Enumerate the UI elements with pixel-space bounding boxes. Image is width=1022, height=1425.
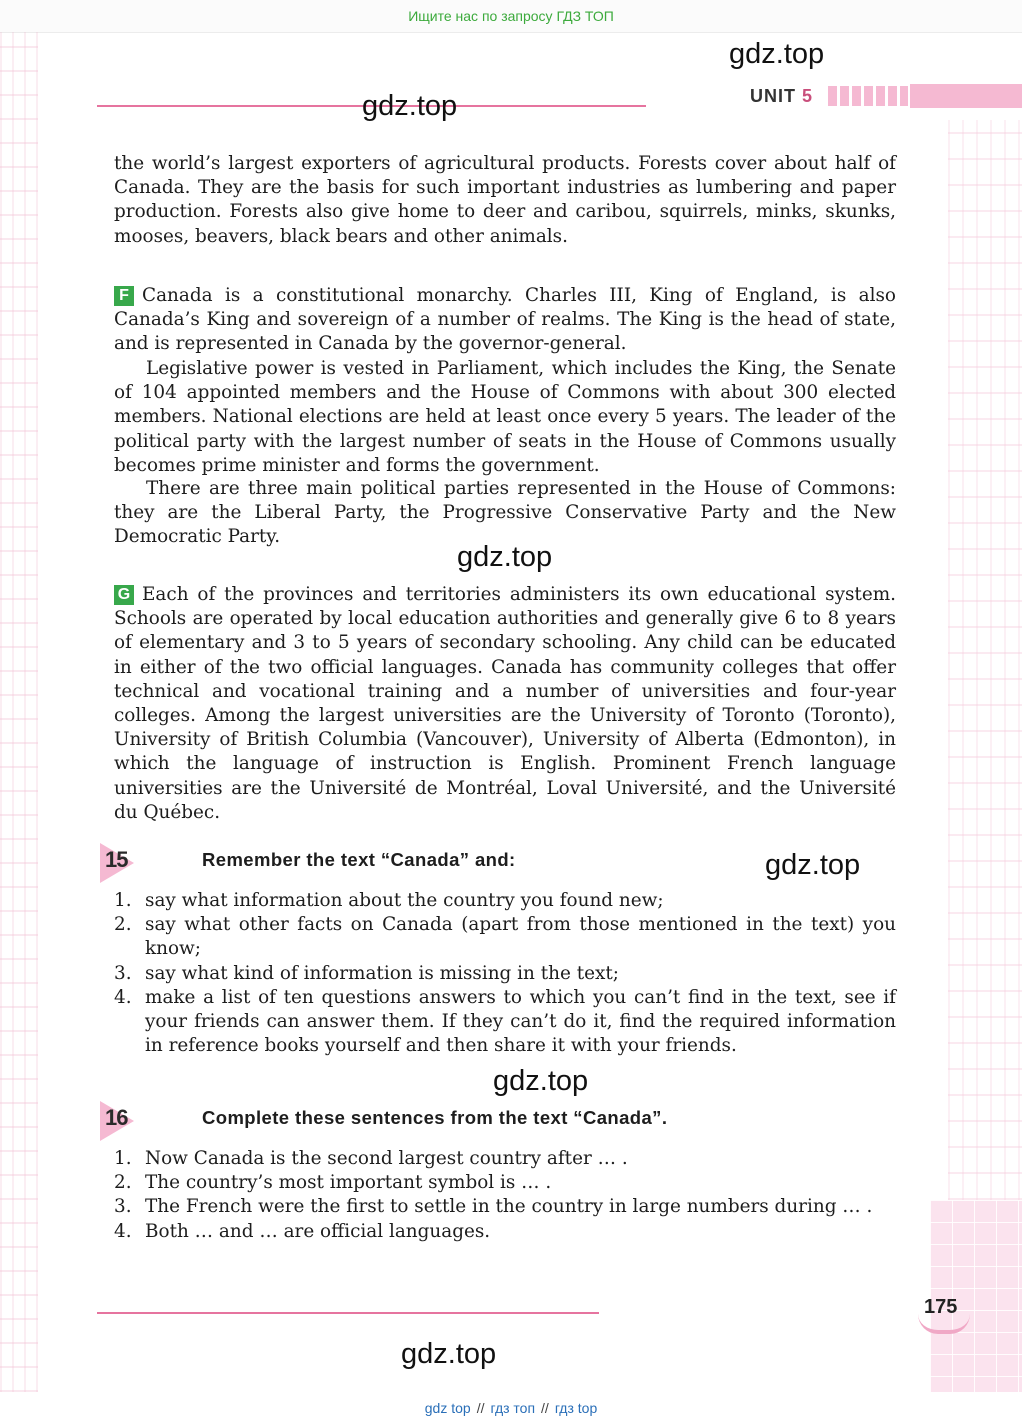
- exercise-15-badge: [100, 843, 136, 883]
- left-margin-pattern: [0, 32, 38, 1392]
- unit-number: 5: [802, 86, 814, 106]
- exercise-15-list: [114, 889, 896, 1058]
- section-f-paragraph-3: There are three main political parties represented in the House of Commons: they are the Liberal Party, the Progressive Conservative Party and the New Democratic Party.: [114, 478, 896, 548]
- exercise-15-number: 15: [105, 847, 128, 872]
- exercise-15-title: Remember the text “Canada” and:: [202, 849, 516, 870]
- exercise-16-number: 16: [105, 1105, 128, 1130]
- watermark: gdz.top: [765, 849, 861, 881]
- bottom-link[interactable]: гдз топ: [490, 1400, 536, 1416]
- right-margin-pattern: [948, 120, 1022, 1200]
- list-item: 2. The country’s most important symbol is … .: [114, 1172, 552, 1194]
- page-number: 175: [924, 1296, 958, 1318]
- watermark: gdz.top: [362, 90, 458, 122]
- list-item: 3. say what kind of information is missing in the text;: [114, 962, 619, 984]
- unit-band-decoration: [910, 84, 1022, 108]
- unit-label: UNIT 5: [750, 86, 814, 106]
- intro-paragraph: the world’s largest exporters of agricultural products. Forests cover about half of Canada. They are the basis for such important industries as lumbering and paper production. Forests also give home to deer and caribou, squirrels, minks, skunks, mooses, beavers, black bears and other animals.: [114, 153, 896, 247]
- watermark: gdz.top: [401, 1338, 497, 1370]
- list-item: 3. The French were the first to settle in the country in large numbers during … .: [114, 1196, 873, 1218]
- exercise-16-list: [114, 1147, 896, 1244]
- exercise-16-badge: [100, 1101, 136, 1141]
- link-separator: //: [541, 1400, 549, 1416]
- section-f-marker: F: [114, 286, 134, 306]
- link-separator: //: [476, 1400, 485, 1416]
- watermark: gdz.top: [457, 541, 553, 573]
- list-item: 1. Now Canada is the second largest country after … .: [114, 1148, 628, 1169]
- top-search-banner: Ищите нас по запросу ГДЗ ТОП: [0, 0, 1022, 33]
- bottom-link[interactable]: gdz top: [424, 1400, 471, 1416]
- bottom-link[interactable]: гдз top: [554, 1400, 598, 1416]
- section-g-marker: G: [114, 585, 134, 605]
- list-item: 2. say what other facts on Canada (apart from those mentioned in the text) you know;: [114, 914, 896, 960]
- watermark: gdz.top: [729, 38, 825, 70]
- section-f-paragraph-2: Legislative power is vested in Parliament, which includes the King, the Senate of 104 appointed members and the House of Commons with about 300 elected members. National elections are held at least once every 5 years. The leader of the political party with the largest number of seats in the House of Commons usually becomes prime minister and forms the government.: [114, 358, 896, 476]
- bottom-links-bar: [0, 1392, 1022, 1425]
- section-f-paragraph-1: F Canada is a constitutional monarchy. Charles III, King of England, is also Canada’s King and sovereign of a number of realms. The King is the head of state, and is represented in Canada by the governor-general.: [114, 285, 896, 355]
- section-g-paragraph: G Each of the provinces and territories administers its own educational system. Schools are operated by local education authorities and generally give 6 to 8 years of elementary and 3 to 5 years of secondary schooling. Any child can be educated in either of the two official languages. Canada has community colleges that offer technical and vocational training and a number of universities and four-year colleges. Among the largest universities are the University of Toronto (Toronto), University of British Columbia (Vancouver), University of Alberta (Edmonton), in which the language of instruction is English. Prominent French language universities are the Université de Montréal, Loval Université, and the Université du Québec.: [114, 584, 896, 823]
- footer-rule: [97, 1312, 599, 1314]
- list-item: 4. Both … and … are official languages.: [114, 1220, 491, 1242]
- list-item: 4. make a list of ten questions answers to which you can’t find in the text, see if your friends can answer them. If they can’t do it, find the required information in reference books yourself and then share it with your friends.: [114, 986, 896, 1057]
- list-item: 1. say what information about the country you found new;: [114, 890, 664, 911]
- exercise-16-title: Complete these sentences from the text “Canada”.: [202, 1107, 668, 1128]
- unit-stripe-decoration: [828, 86, 908, 106]
- watermark: gdz.top: [493, 1065, 589, 1097]
